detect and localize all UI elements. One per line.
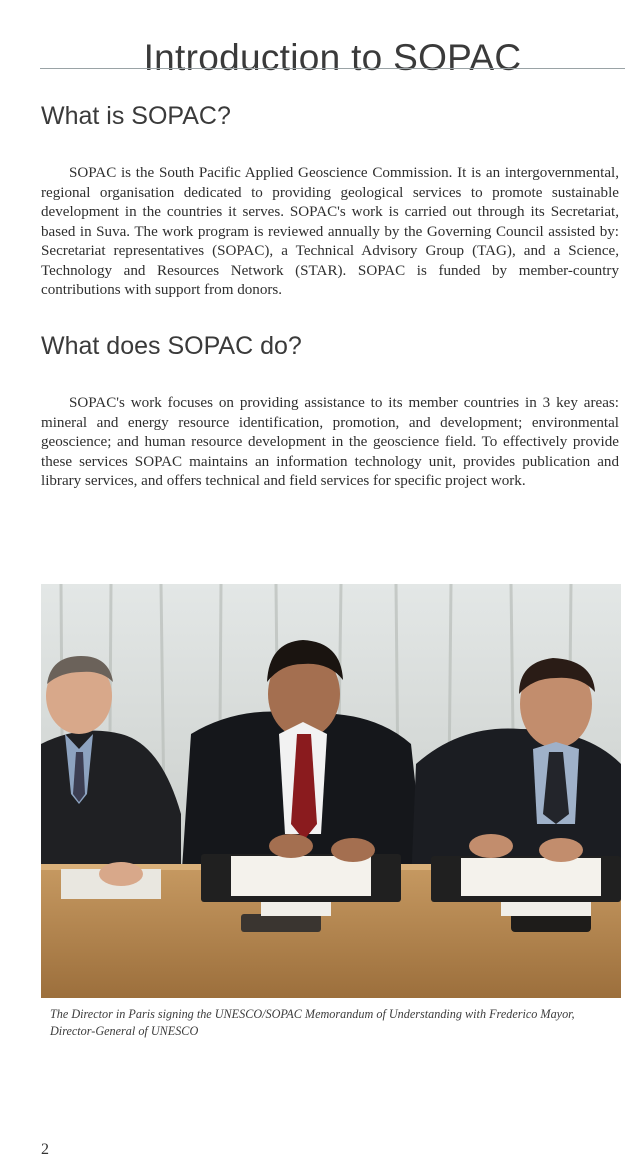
signing-ceremony-photo	[41, 584, 621, 998]
page-number: 2	[41, 1141, 49, 1158]
page-title: Introduction to SOPAC	[143, 36, 522, 78]
photo-caption: The Director in Paris signing the UNESCO/SOPAC Memorandum of Understanding with Frederico Mayor, Director-General of UNESCO	[50, 1007, 575, 1038]
section-body-what-is: SOPAC is the South Pacific Applied Geoscience Commission. It is an intergovernmental, regional organisation dedicated to providing geological services to promote sustainable development in the countries it serves. SOPAC's work is carried out through its Secretariat, based in Suva. The work program is reviewed annually by the Governing Council assisted by: Secretariat representatives (SOPAC), a Technical Advisory Group (TAG), and a Science, Technology and Resources Network (STAR). SOPAC is funded by member-country contributions with support from donors.	[41, 165, 619, 298]
section-heading-what-is: What is SOPAC?	[41, 102, 231, 130]
title-divider	[40, 68, 625, 69]
section-body-what-does: SOPAC's work focuses on providing assistance to its member countries in 3 key areas: mineral and energy resource identification, promotion, and development; environmental geoscience; and human resource development in the geoscience field. To effectively provide these services SOPAC maintains an information technology unit, provides publication and library services, and offers technical and field services for specific project work.	[41, 395, 619, 489]
section-heading-what-does: What does SOPAC do?	[41, 332, 302, 360]
